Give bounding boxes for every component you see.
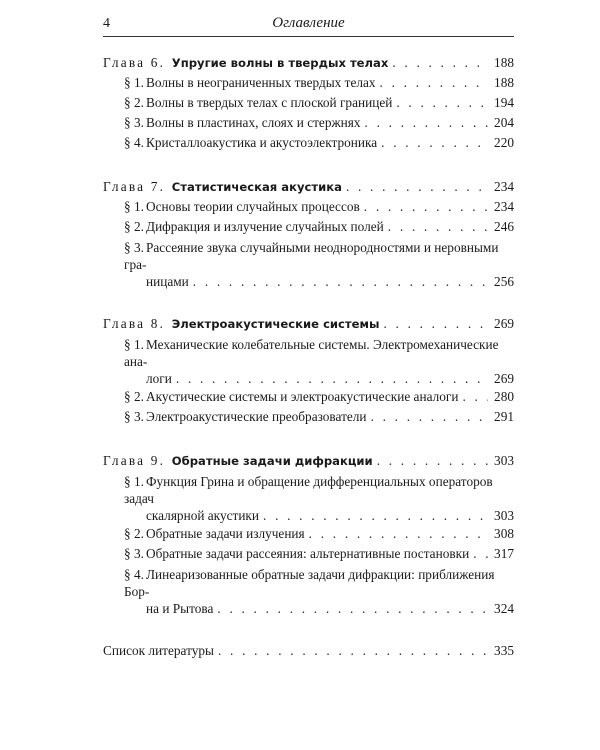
section-number: § 3.: [124, 115, 144, 130]
chapter-title: Обратные задачи дифракции: [171, 454, 373, 468]
chapter-7: [103, 177, 514, 290]
section-number: § 3.: [124, 409, 144, 424]
chapter-heading[interactable]: [103, 451, 514, 471]
section-number: § 2.: [124, 95, 144, 110]
page-ref: 188: [494, 75, 514, 90]
page-ref: 303: [494, 453, 514, 468]
dot-leader: [377, 451, 488, 471]
page-ref: 234: [494, 199, 514, 214]
page-ref: 194: [494, 95, 514, 110]
dot-leader: [365, 113, 488, 133]
section-number: § 2.: [124, 526, 144, 541]
chapter-prefix: Глава 8.: [103, 316, 166, 331]
bibliography-title: Список литературы: [103, 643, 214, 658]
section-entry[interactable]: [103, 217, 514, 237]
dot-leader: [346, 177, 488, 197]
dot-leader: [309, 524, 488, 544]
chapter-heading[interactable]: [103, 314, 514, 334]
page-ref: 256: [494, 274, 514, 289]
dot-leader: [371, 407, 488, 427]
section-entry[interactable]: [103, 113, 514, 133]
section-entry[interactable]: [103, 73, 514, 93]
dot-leader: [364, 197, 488, 217]
page-ref: 234: [494, 179, 514, 194]
section-entry[interactable]: [103, 471, 514, 524]
dot-leader: [217, 600, 488, 617]
dot-leader: [388, 217, 488, 237]
page-ref: 324: [494, 601, 514, 616]
dot-leader: [218, 641, 488, 661]
section-number: § 1.: [124, 337, 144, 352]
section-number: § 1.: [124, 199, 144, 214]
chapter-heading[interactable]: [103, 53, 514, 73]
section-title-line-2: на и Рытова: [146, 601, 214, 616]
page-ref: 204: [494, 115, 514, 130]
section-title: Кристаллоакустика и акустоэлектроника: [146, 135, 378, 150]
page-ref: 335: [494, 643, 514, 658]
chapter-prefix: Глава 9.: [103, 453, 166, 468]
page-header: [103, 14, 514, 37]
section-entry[interactable]: [103, 334, 514, 387]
chapter-heading[interactable]: [103, 177, 514, 197]
page-ref: 269: [494, 316, 514, 331]
section-entry[interactable]: [103, 564, 514, 617]
section-title-line-2: логи: [146, 371, 172, 386]
running-title: Оглавление: [272, 15, 345, 31]
section-number: § 2.: [124, 219, 144, 234]
dot-leader: [381, 133, 488, 153]
chapter-title: Статистическая акустика: [171, 180, 342, 194]
dot-leader: [193, 273, 488, 290]
page-ref: 308: [494, 526, 514, 541]
section-title: Волны в твердых телах с плоской границей: [146, 95, 393, 110]
section-title: Волны в пластинах, слоях и стержнях: [146, 115, 361, 130]
page-ref: 303: [494, 508, 514, 523]
page-ref: 280: [494, 389, 514, 404]
page-ref: 246: [494, 219, 514, 234]
section-number: § 3.: [124, 546, 144, 561]
chapter-6: [103, 53, 514, 153]
section-entry[interactable]: [103, 237, 514, 290]
chapter-prefix: Глава 7.: [103, 179, 166, 194]
page-ref: 291: [494, 409, 514, 424]
section-number: § 1.: [124, 75, 144, 90]
section-number: § 1.: [124, 474, 144, 489]
section-number: § 3.: [124, 240, 144, 255]
chapter-prefix: Глава 6.: [103, 55, 166, 70]
section-entry[interactable]: [103, 93, 514, 113]
dot-leader: [263, 507, 488, 524]
section-title: Обратные задачи излучения: [146, 526, 305, 541]
chapter-title: Упругие волны в твердых телах: [171, 56, 389, 70]
section-title-line-2: ницами: [146, 274, 189, 289]
section-title-line-1: Механические колебательные системы. Электромеханические ана-: [124, 337, 499, 369]
section-title: Акустические системы и электроакустические аналоги: [146, 389, 459, 404]
section-title: Дифракция и излучение случайных полей: [146, 219, 384, 234]
section-entry[interactable]: [103, 197, 514, 217]
section-title-line-1: Рассеяние звука случайными неоднородностями и неровными гра-: [124, 240, 499, 272]
section-title-line-1: Функция Грина и обращение дифференциальных операторов задач: [124, 474, 493, 506]
chapter-9: [103, 451, 514, 617]
dot-leader: [396, 93, 488, 113]
dot-leader: [392, 53, 488, 73]
section-entry[interactable]: [103, 407, 514, 427]
section-entry[interactable]: [103, 133, 514, 153]
page-number: 4: [103, 16, 110, 31]
page-ref: 317: [494, 546, 514, 561]
section-title: Волны в неограниченных твердых телах: [146, 75, 376, 90]
chapter-8: [103, 314, 514, 427]
page-ref: 220: [494, 135, 514, 150]
dot-leader: [176, 370, 488, 387]
dot-leader: [380, 73, 488, 93]
dot-leader: [473, 544, 488, 564]
section-entry[interactable]: [103, 524, 514, 544]
page-ref: 188: [494, 55, 514, 70]
table-of-contents: [103, 53, 514, 661]
section-title-line-1: Линеаризованные обратные задачи дифракции: приближения Бор-: [124, 567, 495, 599]
section-title: Обратные задачи рассеяния: альтернативные постановки: [146, 546, 470, 561]
section-entry[interactable]: [103, 387, 514, 407]
section-title: Основы теории случайных процессов: [146, 199, 360, 214]
section-number: § 4.: [124, 135, 144, 150]
page-ref: 269: [494, 371, 514, 386]
section-title: Электроакустические преобразователи: [146, 409, 367, 424]
chapter-title: Электроакустические системы: [171, 317, 380, 331]
section-number: § 4.: [124, 567, 144, 582]
bibliography-entry[interactable]: [103, 641, 514, 661]
section-entry[interactable]: [103, 544, 514, 564]
section-number: § 2.: [124, 389, 144, 404]
dot-leader: [383, 314, 488, 334]
section-title-line-2: скалярной акустики: [146, 508, 260, 523]
dot-leader: [462, 387, 488, 407]
